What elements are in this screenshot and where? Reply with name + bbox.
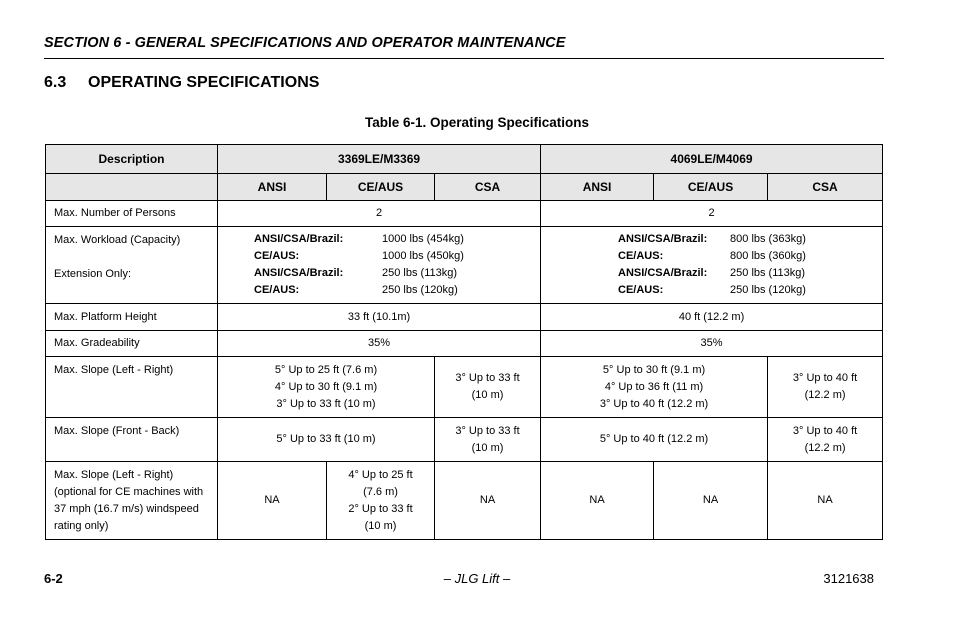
value-model-a-csa: NA [435,462,541,540]
row-label: Max. Platform Height [46,304,218,331]
sub-header-csa: CSA [768,174,883,201]
value-model-b-csa [768,357,883,418]
slope-line: 4° Up to 25 ft [348,468,413,481]
sub-header-ce-aus: CE/AUS [654,174,768,201]
value-model-a: 2 [218,201,541,227]
slope-line: 3° Up to 40 ft [792,372,858,384]
table-title: Table 6-1. Operating Specifications [364,115,590,130]
slope-line: (10 m) [364,519,397,532]
workload-key: ANSI/CSA/Brazil: [254,267,344,279]
value-model-b: 35% [541,331,883,357]
model-a-header: 3369LE/M3369 [218,145,541,174]
slope-line: 4° Up to 30 ft (9.1 m) [274,380,378,393]
value-model-a-ansi-ce: 5° Up to 33 ft (10 m) [218,418,435,462]
row-max-slope-front-back [46,418,883,462]
workload-key: ANSI/CSA/Brazil: [618,267,708,279]
row-max-workload [46,227,883,304]
value-model-b: 40 ft (12.2 m) [541,304,883,331]
value-model-a-ansi: NA [218,462,327,540]
slope-line: 3° Up to 33 ft [455,424,520,437]
row-max-gradeability [46,331,883,357]
label-line: (optional for CE machines with [54,486,204,498]
workload-value: 250 lbs (113kg) [382,267,458,279]
sub-header-ansi: ANSI [218,174,327,201]
workload-key: CE/AUS: [254,250,300,262]
label-line: rating only) [54,520,109,532]
blank-header-cell [46,174,218,201]
workload-value: 250 lbs (120kg) [382,284,458,296]
sub-header-ansi: ANSI [541,174,654,201]
slope-line: 4° Up to 36 ft (11 m) [604,380,704,393]
model-b-header: 4069LE/M4069 [541,145,883,174]
value-model-b-ansi: NA [541,462,654,540]
slope-line: (7.6 m) [363,485,398,498]
workload-key: ANSI/CSA/Brazil: [618,233,708,245]
slope-line: 3° Up to 40 ft (12.2 m) [599,397,709,410]
row-label: Max. Slope (Left - Right) [46,357,218,418]
value-model-a: 33 ft (10.1m) [218,304,541,331]
operating-specifications-table [45,144,883,540]
value-model-b-csa [768,418,883,462]
workload-key: CE/AUS: [618,284,664,296]
slope-line: 3° Up to 33 ft (10 m) [276,397,376,410]
header-row-standards [46,174,883,201]
header-row-models [46,145,883,174]
header-rule [44,58,884,59]
description-header: Description [46,145,218,174]
value-model-a-csa [435,418,541,462]
slope-line: 3° Up to 33 ft [455,372,520,384]
value-model-a [218,227,541,304]
slope-line: 5° Up to 25 ft (7.6 m) [274,363,378,376]
workload-value: 1000 lbs (450kg) [382,250,464,262]
slope-line: (10 m) [471,389,504,401]
row-label: Max. Slope (Front - Back) [46,418,218,462]
row-max-persons [46,201,883,227]
page-number: 6-2 [44,571,63,586]
row-max-slope-ce-optional [46,462,883,540]
slope-line: (12.2 m) [804,441,846,454]
slope-line: 2° Up to 33 ft [348,502,413,515]
workload-value: 250 lbs (113kg) [730,267,806,279]
workload-value: 1000 lbs (454kg) [382,233,464,245]
extension-only-label: Extension Only: [54,268,132,280]
value-model-b-csa: NA [768,462,883,540]
sub-header-ce-aus: CE/AUS [327,174,435,201]
workload-value: 800 lbs (360kg) [730,250,806,262]
value-model-b-ansi-ce: 5° Up to 40 ft (12.2 m) [541,418,768,462]
workload-label: Max. Workload (Capacity) [54,234,181,246]
heading-number: 6.3 [44,74,67,91]
row-max-platform-height [46,304,883,331]
workload-key: CE/AUS: [618,250,664,262]
slope-line: (12.2 m) [804,389,846,401]
value-model-a-ansi-ce [218,357,435,418]
row-label [46,227,218,304]
value-model-a: 35% [218,331,541,357]
slope-line: 3° Up to 40 ft [792,424,858,437]
document-number: 3121638 [823,571,874,586]
footer-brand: – JLG Lift – [443,571,511,586]
slope-line: (10 m) [471,441,504,454]
workload-key: ANSI/CSA/Brazil: [254,233,344,245]
value-model-b-ce-aus: NA [654,462,768,540]
section-heading [44,74,319,92]
heading-title: OPERATING SPECIFICATIONS [88,74,320,91]
row-max-slope-left-right [46,357,883,418]
value-model-b: 2 [541,201,883,227]
row-label: Max. Gradeability [46,331,218,357]
workload-value: 800 lbs (363kg) [730,233,806,245]
workload-value: 250 lbs (120kg) [730,284,806,296]
slope-line: 5° Up to 30 ft (9.1 m) [602,363,706,376]
section-header: SECTION 6 - GENERAL SPECIFICATIONS AND OPERATOR MAINTENANCE [44,35,566,51]
row-label [46,462,218,540]
row-label: Max. Number of Persons [46,201,218,227]
value-model-a-ce-aus [327,462,435,540]
sub-header-csa: CSA [435,174,541,201]
label-line: 37 mph (16.7 m/s) windspeed [54,503,199,515]
label-line: Max. Slope (Left - Right) [54,469,174,481]
value-model-a-csa [435,357,541,418]
value-model-b [541,227,883,304]
workload-key: CE/AUS: [254,284,300,296]
value-model-b-ansi-ce [541,357,768,418]
